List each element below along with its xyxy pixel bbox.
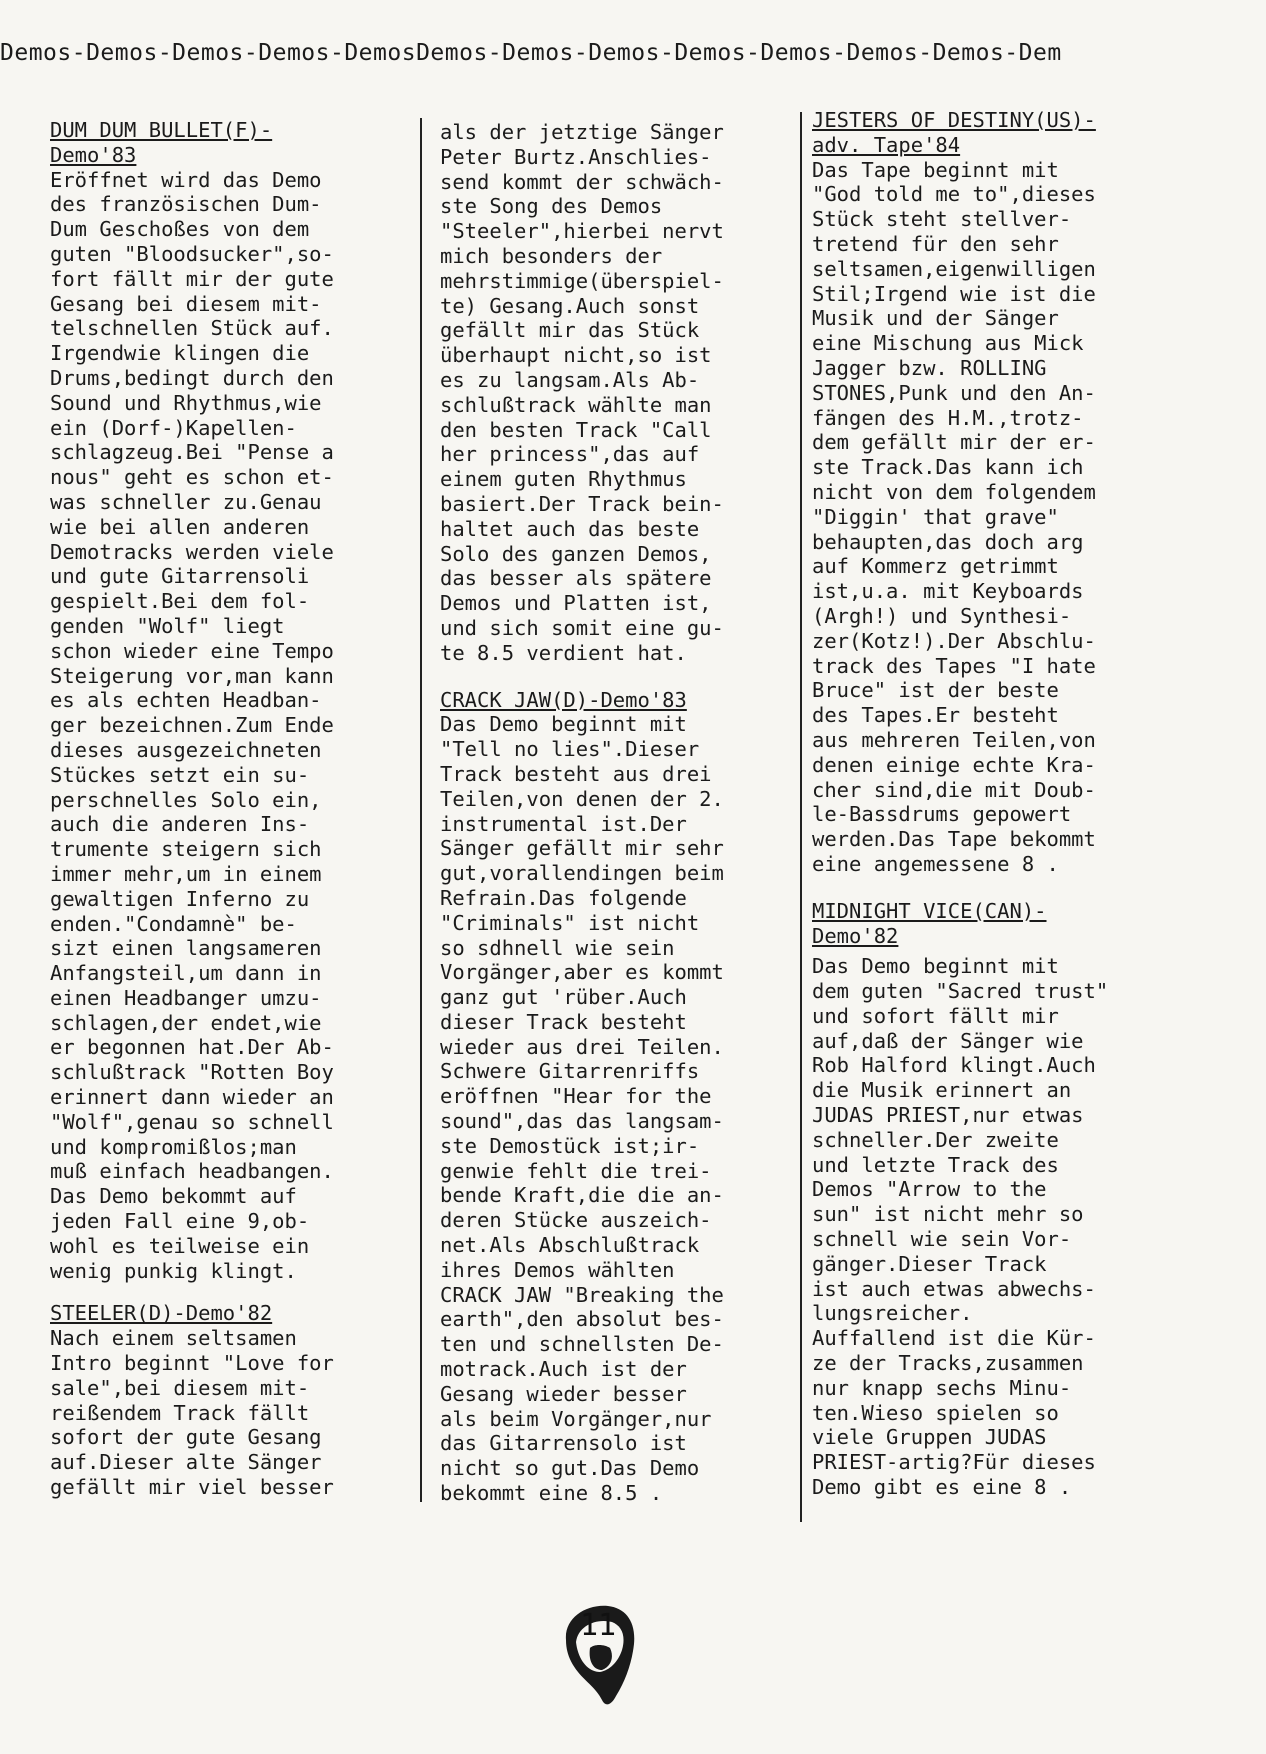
text-line: fängen des H.M.,trotz- <box>812 405 1084 430</box>
text-line: Gesang bei diesem mit- <box>50 291 322 316</box>
text-line: nur knapp sechs Minu- <box>812 1375 1072 1400</box>
text-line: es zu langsam.Als Ab- <box>440 367 700 392</box>
text-line: "Diggin' that grave" <box>812 504 1059 529</box>
text-line: ihres Demos wählten <box>440 1257 675 1282</box>
text-line: nous" geht es schon et- <box>50 465 334 490</box>
text-line: ten.Wieso spielen so <box>812 1400 1059 1425</box>
text-line: als beim Vorgänger,nur <box>440 1406 712 1431</box>
text-line: und sofort fällt mir <box>812 1003 1059 1028</box>
text-line: haltet auch das beste <box>440 516 700 541</box>
review-subheading-jesters-of-destiny: adv. Tape'84 <box>812 132 961 157</box>
text-line: sale",bei diesem mit- <box>50 1375 310 1400</box>
text-line: werden.Das Tape bekommt <box>812 827 1096 852</box>
column-divider-2 <box>800 112 802 1522</box>
text-line: Solo des ganzen Demos, <box>440 541 712 566</box>
text-line: er begonnen hat.Der Ab- <box>50 1035 334 1060</box>
text-line: basiert.Der Track bein- <box>440 491 724 516</box>
text-line: wieder aus drei Teilen. <box>440 1034 724 1059</box>
text-line: "Steeler",hierbei nervt <box>440 219 724 244</box>
review-body-crack-jaw <box>440 712 780 1506</box>
text-line: "Tell no lies".Dieser <box>440 737 700 762</box>
text-line: Stückes setzt ein su- <box>50 762 310 787</box>
text-line: bekommt eine 8.5 . <box>440 1481 663 1506</box>
review-heading-crack-jaw: CRACK JAW(D)-Demo'83 <box>440 687 687 712</box>
review-subheading-midnight-vice: Demo'82 <box>812 923 899 948</box>
text-line: CRACK JAW "Breaking the <box>440 1282 724 1307</box>
text-line: "Wolf",genau so schnell <box>50 1109 334 1134</box>
text-line: telschnellen Stück auf. <box>50 316 334 341</box>
text-line: ist,u.a. mit Keyboards <box>812 579 1084 604</box>
text-line: Jagger bzw. ROLLING <box>812 355 1047 380</box>
text-line: ste Demostück ist;ir- <box>440 1133 700 1158</box>
text-line: Demos und Platten ist, <box>440 591 712 616</box>
text-line: Vorgänger,aber es kommt <box>440 960 724 985</box>
text-line: Das Demo bekommt auf <box>50 1184 297 1209</box>
text-line: Das Tape beginnt mit <box>812 157 1059 182</box>
text-line: Anfangsteil,um dann in <box>50 961 322 986</box>
text-line: dieses ausgezeichneten <box>50 737 322 762</box>
review-heading-jesters-of-destiny: JESTERS OF DESTINY(US)- <box>812 108 1096 132</box>
column-divider-1 <box>420 118 422 1502</box>
text-line: Rob Halford klingt.Auch <box>812 1053 1096 1078</box>
text-line: viele Gruppen JUDAS <box>812 1425 1047 1450</box>
text-line: earth",den absolut bes- <box>440 1307 724 1332</box>
text-line: denen einige echte Kra- <box>812 752 1096 777</box>
text-line: STONES,Punk und den An- <box>812 380 1096 405</box>
text-line: Demotracks werden viele <box>50 539 334 564</box>
text-line: zer(Kotz!).Der Abschlu- <box>812 628 1096 653</box>
text-line: gefällt mir das Stück <box>440 318 700 343</box>
text-line: sound",das das langsam- <box>440 1109 724 1134</box>
review-subheading-dum-dum-bullet: Demo'83 <box>50 142 137 167</box>
text-line: schnell wie sein Vor- <box>812 1227 1072 1252</box>
text-line: Demos "Arrow to the <box>812 1177 1047 1202</box>
text-line: schneller.Der zweite <box>812 1127 1059 1152</box>
text-line: gewaltigen Inferno zu <box>50 886 310 911</box>
text-line: deren Stücke auszeich- <box>440 1208 712 1233</box>
text-line: track des Tapes "I hate <box>812 653 1096 678</box>
page-number-emblem <box>556 1600 640 1710</box>
text-line: eine Mischung aus Mick <box>812 331 1084 356</box>
text-line: dem guten "Sacred trust" <box>812 979 1109 1004</box>
review-body-steeler <box>50 1326 412 1500</box>
text-line: te 8.5 verdient hat. <box>440 640 687 665</box>
text-line: schlußtrack "Rotten Boy <box>50 1060 334 1085</box>
text-line: wie bei allen anderen <box>50 514 310 539</box>
text-line: reißendem Track fällt <box>50 1400 310 1425</box>
text-line: ste Song des Demos <box>440 194 663 219</box>
column-3 <box>812 108 1152 1500</box>
review-heading-dum-dum-bullet: DUM DUM BULLET(F)- <box>50 118 273 142</box>
text-line: des Tapes.Er besteht <box>812 703 1059 728</box>
text-line: mich besonders der <box>440 243 663 268</box>
text-line: sun" ist nicht mehr so <box>812 1202 1084 1227</box>
text-line: Bruce" ist der beste <box>812 678 1059 703</box>
text-line: ger bezeichnen.Zum Ende <box>50 713 334 738</box>
text-line: net.Als Abschlußtrack <box>440 1233 700 1258</box>
text-line: perschnelles Solo ein, <box>50 787 322 812</box>
text-line: (Argh!) und Synthesi- <box>812 603 1072 628</box>
text-line: send kommt der schwäch- <box>440 169 724 194</box>
text-line: immer mehr,um in einem <box>50 861 322 886</box>
review-body-dum-dum-bullet <box>50 168 412 1284</box>
text-line: Drums,bedingt durch den <box>50 365 334 390</box>
text-line: sofort der gute Gesang <box>50 1425 322 1450</box>
text-line: ist auch etwas abwechs- <box>812 1276 1096 1301</box>
column-1 <box>50 118 412 1500</box>
text-line: sizt einen langsameren <box>50 936 322 961</box>
text-line: ein (Dorf-)Kapellen- <box>50 415 297 440</box>
text-line: guten "Bloodsucker",so- <box>50 241 334 266</box>
text-line: enden."Condamnè" be- <box>50 911 297 936</box>
text-line: das besser als spätere <box>440 566 712 591</box>
review-body-midnight-vice <box>812 954 1152 1500</box>
text-line: le-Bassdrums gepowert <box>812 802 1072 827</box>
text-line: fort fällt mir der gute <box>50 266 334 291</box>
text-line: mehrstimmige(überspiel- <box>440 268 724 293</box>
text-line: die Musik erinnert an <box>812 1078 1072 1103</box>
text-line: trumente steigern sich <box>50 837 322 862</box>
text-line: auf Kommerz getrimmt <box>812 554 1059 579</box>
text-line: Schwere Gitarrenriffs <box>440 1059 700 1084</box>
text-line: "Criminals" ist nicht <box>440 910 700 935</box>
text-line: Das Demo beginnt mit <box>812 954 1059 979</box>
text-line: ze der Tracks,zusammen <box>812 1351 1084 1376</box>
text-line: Musik und der Sänger <box>812 306 1059 331</box>
text-line: Refrain.Das folgende <box>440 885 687 910</box>
text-line: genden "Wolf" liegt <box>50 613 285 638</box>
text-line: Steigerung vor,man kann <box>50 663 334 688</box>
text-line: dem gefällt mir der er- <box>812 430 1096 455</box>
text-line: motrack.Auch ist der <box>440 1357 687 1382</box>
text-line: aus mehreren Teilen,von <box>812 727 1096 752</box>
text-line: gut,vorallendingen beim <box>440 861 724 886</box>
text-line: jeden Fall eine 9,ob- <box>50 1209 310 1234</box>
text-line: cher sind,die mit Doub- <box>812 777 1096 802</box>
text-line: nicht so gut.Das Demo <box>440 1456 700 1481</box>
text-line: behaupten,das doch arg <box>812 529 1084 554</box>
text-line: gänger.Dieser Track <box>812 1251 1047 1276</box>
text-line: so sdhnell wie sein <box>440 935 675 960</box>
text-line: JUDAS PRIEST,nur etwas <box>812 1103 1084 1128</box>
review-heading-steeler: STEELER(D)-Demo'82 <box>50 1301 273 1326</box>
text-line: PRIEST-artig?Für dieses <box>812 1450 1096 1475</box>
text-line: seltsamen,eigenwilligen <box>812 256 1096 281</box>
text-line: und sich somit eine gu- <box>440 615 724 640</box>
text-line: Stil;Irgend wie ist die <box>812 281 1096 306</box>
text-line: "God told me to",dieses <box>812 182 1096 207</box>
text-line: schon wieder eine Tempo <box>50 638 334 663</box>
text-line: eröffnen "Hear for the <box>440 1084 712 1109</box>
review-body-steeler-continued <box>440 120 780 666</box>
text-line: tretend für den sehr <box>812 231 1059 256</box>
text-line: des französischen Dum- <box>50 192 322 217</box>
text-line: Eröffnet wird das Demo <box>50 167 322 192</box>
text-line: Gesang wieder besser <box>440 1381 687 1406</box>
text-line: Teilen,von denen der 2. <box>440 786 724 811</box>
text-line: Sound und Rhythmus,wie <box>50 390 322 415</box>
text-line: schlagen,der endet,wie <box>50 1010 322 1035</box>
text-line: den besten Track "Call <box>440 417 712 442</box>
text-line: ganz gut 'rüber.Auch <box>440 985 687 1010</box>
text-line: Irgendwie klingen die <box>50 341 310 366</box>
text-line: Stück steht stellver- <box>812 207 1072 232</box>
text-line: einen Headbanger umzu- <box>50 985 322 1010</box>
text-line: Dum Geschoßes von dem <box>50 217 310 242</box>
text-line: es als echten Headban- <box>50 688 322 713</box>
text-line: Demo gibt es eine 8 . <box>812 1475 1072 1500</box>
text-line: eine angemessene 8 . <box>812 851 1059 876</box>
text-line: Peter Burtz.Anschlies- <box>440 144 712 169</box>
text-line: te) Gesang.Auch sonst <box>440 293 700 318</box>
page-number: 11 <box>580 1608 617 1643</box>
text-line: dieser Track besteht <box>440 1009 687 1034</box>
text-line: Sänger gefällt mir sehr <box>440 836 724 861</box>
text-line: und kompromißlos;man <box>50 1134 297 1159</box>
text-line: bende Kraft,die die an- <box>440 1183 724 1208</box>
demos-banner: Demos-Demos-Demos-Demos-DemosDemos-Demos-Demos-Demos-Demos-Demos-Demos-Dem <box>0 40 1062 66</box>
text-line: Nach einem seltsamen <box>50 1326 297 1351</box>
text-line: Das Demo beginnt mit <box>440 712 687 737</box>
text-line: ste Track.Das kann ich <box>812 455 1084 480</box>
text-line: ten und schnellsten De- <box>440 1332 724 1357</box>
text-line: was schneller zu.Genau <box>50 489 322 514</box>
text-line: wohl es teilweise ein <box>50 1233 310 1258</box>
text-line: auch die anderen Ins- <box>50 812 310 837</box>
text-line: gefällt mir viel besser <box>50 1475 334 1500</box>
text-line: auf.Dieser alte Sänger <box>50 1450 322 1475</box>
text-line: und gute Gitarrensoli <box>50 564 310 589</box>
text-line: Intro beginnt "Love for <box>50 1351 334 1376</box>
text-line: instrumental ist.Der <box>440 811 687 836</box>
text-line: genwie fehlt die trei- <box>440 1158 712 1183</box>
text-line: Auffallend ist die Kür- <box>812 1326 1096 1351</box>
text-line: erinnert dann wieder an <box>50 1085 334 1110</box>
text-line: her princess",das auf <box>440 442 700 467</box>
text-line: überhaupt nicht,so ist <box>440 343 712 368</box>
text-line: schlußtrack wählte man <box>440 392 712 417</box>
text-line: muß einfach headbangen. <box>50 1159 334 1184</box>
text-line: als der jetztige Sänger <box>440 120 724 144</box>
text-line: schlagzeug.Bei "Pense a <box>50 440 334 465</box>
text-line: das Gitarrensolo ist <box>440 1431 687 1456</box>
text-line: lungsreicher. <box>812 1301 973 1326</box>
text-line: Track besteht aus drei <box>440 761 712 786</box>
text-line: gespielt.Bei dem fol- <box>50 589 310 614</box>
column-2 <box>440 120 780 1506</box>
text-line: nicht von dem folgendem <box>812 479 1096 504</box>
text-line: auf,daß der Sänger wie <box>812 1028 1084 1053</box>
text-line: und letzte Track des <box>812 1152 1059 1177</box>
text-line: einem guten Rhythmus <box>440 467 687 492</box>
review-body-jesters-of-destiny <box>812 158 1152 877</box>
text-line: wenig punkig klingt. <box>50 1258 297 1283</box>
review-heading-midnight-vice: MIDNIGHT VICE(CAN)- <box>812 898 1047 923</box>
